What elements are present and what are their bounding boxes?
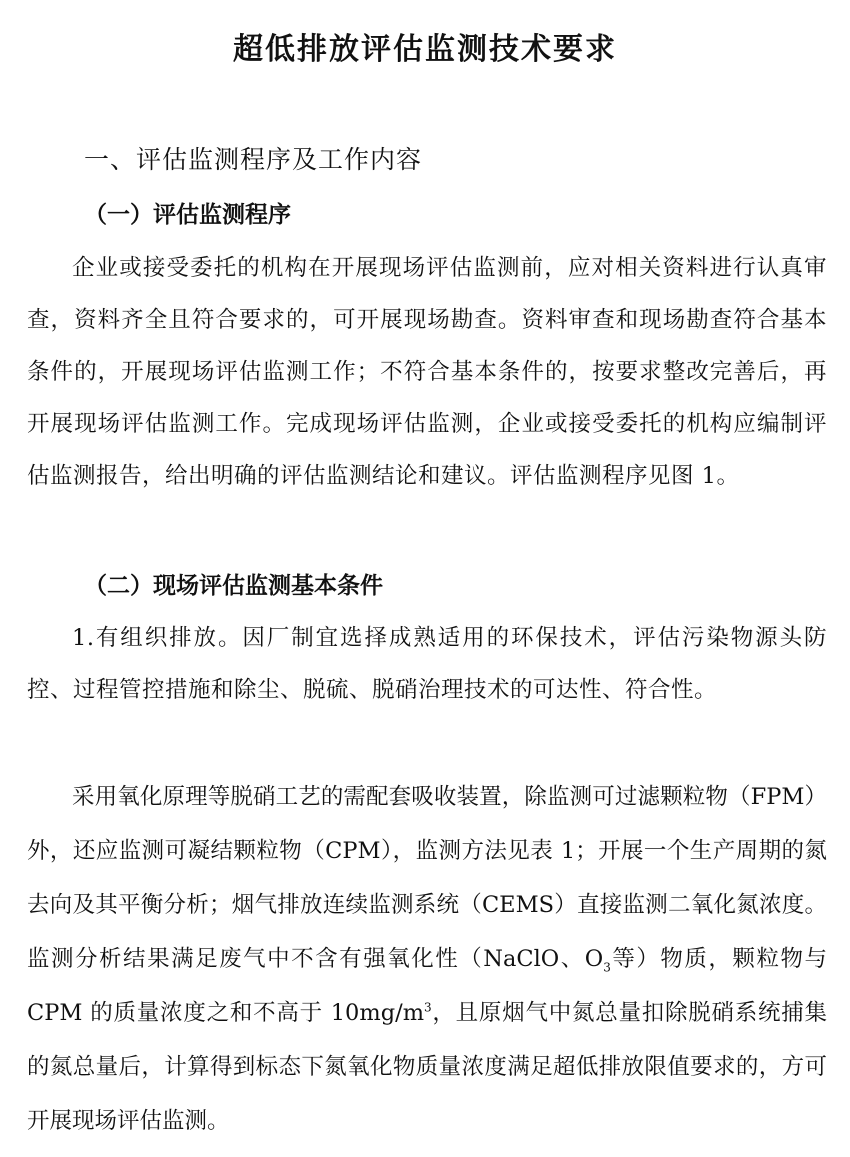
- paragraph-denitrification: [27, 770, 827, 1148]
- subsection-heading-2: （二）现场评估监测基本条件: [84, 573, 383, 599]
- section-heading-1: 一、评估监测程序及工作内容: [84, 145, 423, 174]
- paragraph-text-part3: ，且原烟气中氮总量扣除脱硝系统捕集的氮总量后，计算得到标态下氮氧化物质量浓度满足超低排放限值要求的，方可开展现场评估监测。: [27, 1000, 827, 1134]
- subsection-heading-1: （一）评估监测程序: [84, 202, 291, 228]
- subscript-3: 3: [603, 960, 611, 975]
- paragraph-organized-emission: 1.有组织排放。因厂制宜选择成熟适用的环保技术，评估污染物源头防控、过程管控措施和除尘、脱硫、脱硝治理技术的可达性、符合性。: [27, 625, 827, 703]
- paragraph-procedure: 企业或接受委托的机构在开展现场评估监测前，应对相关资料进行认真审查，资料齐全且符合要求的，可开展现场勘查。资料审查和现场勘查符合基本条件的，开展现场评估监测工作；不符合基本条件的，按要求整改完善后，再开展现场评估监测工作。完成现场评估监测，企业或接受委托的机构应编制评估监测报告，给出明确的评估监测结论和建议。评估监测程序见图 1。: [27, 255, 827, 489]
- superscript-3: 3: [424, 1000, 432, 1015]
- paragraph-text-part1: 采用氧化原理等脱硝工艺的需配套吸收装置，除监测可过滤颗粒物（FPM）外，还应监测可凝结颗粒物（CPM），监测方法见表 1；开展一个生产周期的氮去向及其平衡分析；烟气排放连续监测系统（CEMS）直接监测二氧化氮浓度。监测分析结果满足废气中不含有强氧化性（NaClO、O: [27, 784, 827, 972]
- document-title: 超低排放评估监测技术要求: [233, 32, 617, 67]
- paragraph-text-part2: 等）物质，颗粒物与 CPM 的质量浓度之和不高于 10mg/m: [27, 946, 827, 1026]
